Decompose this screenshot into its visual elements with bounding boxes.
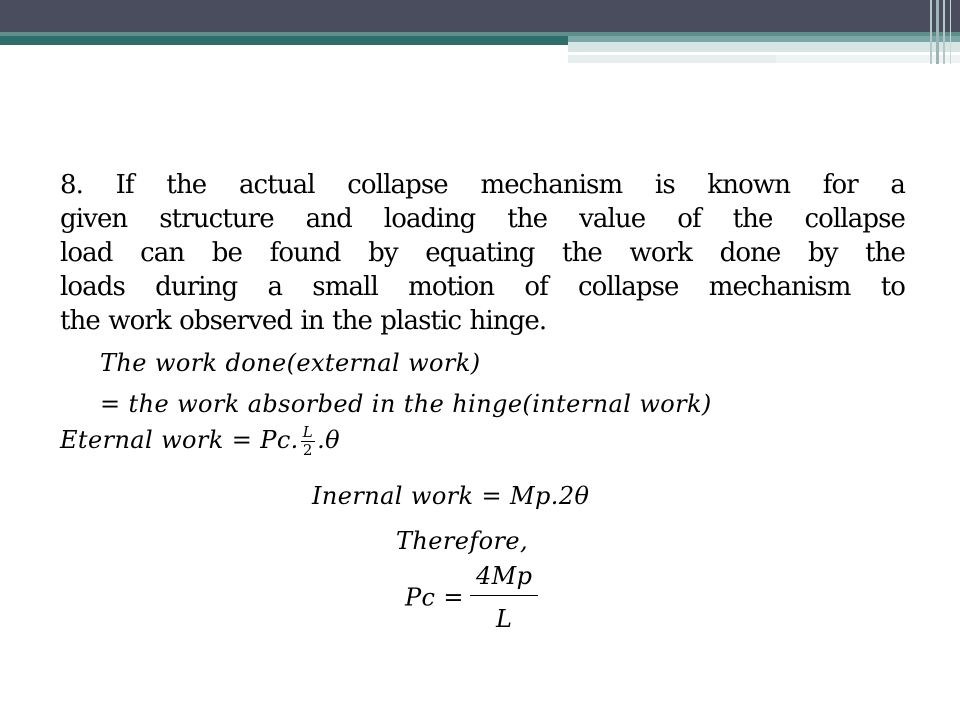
paragraph-line: load can be found by equating the work done by the [60,238,905,268]
fraction-4mp-over-l [470,563,538,632]
header-pale-band [568,55,776,63]
header-vertical-stripe [936,0,939,64]
header-teal-band [0,36,568,45]
equation-collapse-load [405,563,538,632]
paragraph-line: loads during a small motion of collapse mechanism to [60,272,905,302]
fraction-denominator: L [495,605,513,633]
fraction-numerator: 4Mp [470,563,538,596]
header-vertical-stripe [943,0,945,64]
fraction-denominator: 2 [302,441,313,459]
equation-work-done: The work done(external work) [100,349,481,377]
paragraph-line: 8. If the actual collapse mechanism is known for a [60,170,905,200]
equation-external-work [60,424,340,459]
external-work-lhs: Eternal work = Pc. [60,426,299,454]
header-vertical-stripe [950,0,951,64]
header-light-band [568,42,960,52]
fraction-l-over-2 [301,424,315,459]
equation-internal-work: Inernal work = Mp.2θ [312,482,590,510]
header-vertical-stripe [930,0,932,64]
body-paragraph [60,168,905,338]
equation-therefore: Therefore, [396,527,528,555]
paragraph-line: given structure and loading the value of the collapse [60,204,905,234]
paragraph-line: the work observed in the plastic hinge. [60,306,547,336]
fraction-numerator: L [302,423,314,441]
collapse-load-lhs: Pc = [405,583,464,612]
header-pale-band-right [776,55,960,63]
header-bar [0,0,960,32]
external-work-tail: .θ [317,426,340,454]
equation-work-absorbed: = the work absorbed in the hinge(internal work) [100,390,712,418]
